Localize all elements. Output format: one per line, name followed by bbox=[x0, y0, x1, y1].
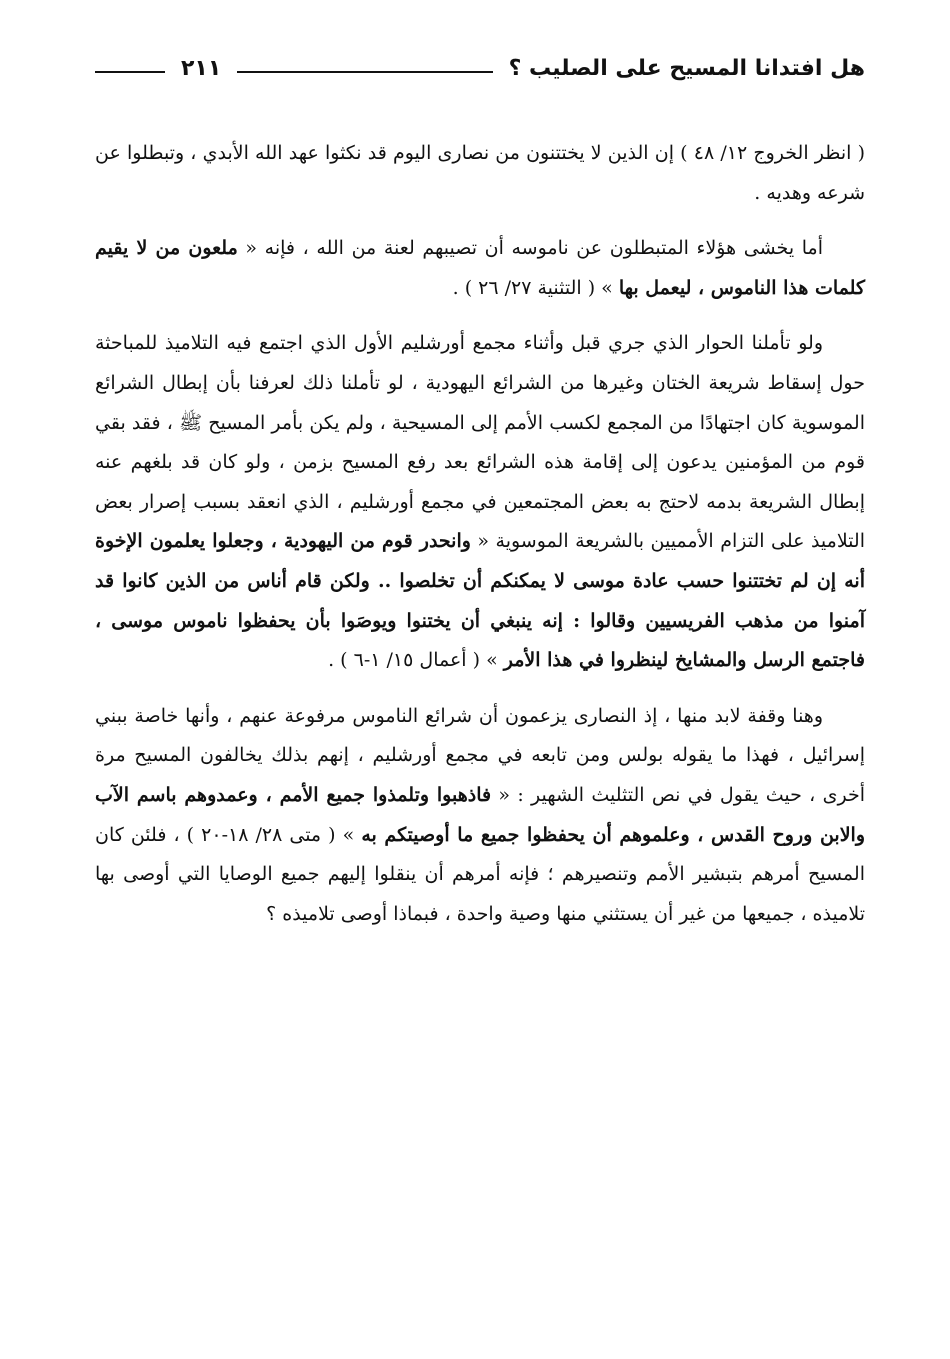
text-run: » ( متى ٢٨/ ١٨-٢٠ ) ، فلئن كان المسيح أمرهم بتبشير الأمم وتنصيرهم ؛ فإنه أمرهم أن ينقلوا إليهم جميع الوصايا التي أوصى بها تلاميذه ، جميعها من غير أن يستثني منها وصية واحدة ، فبماذا أوصى تلاميذه ؟ bbox=[95, 823, 865, 925]
text-run: » ( التثنية ٢٧/ ٢٦ ) . bbox=[452, 276, 619, 299]
page-number-rule bbox=[95, 71, 165, 73]
text-run: ولو تأملنا الحوار الذي جري قبل وأثناء مجمع أورشليم الأول الذي اجتمع فيه التلاميذ للمباحثة حول إسقاط شريعة الختان وغيرها من الشرائع اليهودية ، لو تأملنا ذلك لعرفنا بأن إبطال الشرائع الموسوية كان اجتهادًا من المجمع لكسب الأمم إلى المسيحية ، ولم يكن بأمر المسيح ﷺ ، فقد بقي قوم من المؤمنين يدعون إلى إقامة هذه الشرائع بعد رفع المسيح بزمن ، ولو كان قد بلغهم عنه إبطال الشريعة بدمه لاحتج به بعض المجتمعين في مجمع أورشليم ، الذي انعقد بسبب إصرار بعض التلاميذ على التزام الأمميين بالشريعة الموسوية « bbox=[95, 332, 865, 553]
page-header bbox=[95, 50, 865, 86]
running-title: هل افتدانا المسيح على الصليب ؟ bbox=[508, 55, 865, 81]
body-text bbox=[95, 134, 865, 934]
text-run: » ( أعمال ١٥/ ١-٦ ) . bbox=[328, 649, 504, 672]
quoted-text: فاذهبوا وتلمذوا جميع الأمم ، وعمدوهم باسم الآب والابن وروح القدس ، وعلموهم أن يحفظوا جميع ما أوصيتكم به bbox=[95, 783, 865, 846]
paragraph-1 bbox=[95, 134, 865, 213]
quoted-text: وانحدر قوم من اليهودية ، وجعلوا يعلمون الإخوة أنه إن لم تختتنوا حسب عادة موسى لا يمكنكم أن تخلصوا .. ولكن قام أناس من الذين كانوا قد آمنوا من مذهب الفريسيين وقالوا : إنه ينبغي أن يختنوا ويوصَوا بأن يحفظوا ناموس موسى ، فاجتمع الرسل والمشايخ لينظروا في هذا الأمر bbox=[95, 530, 865, 672]
text-run: ( انظر الخروج ١٢/ ٤٨ ) إن الذين لا يختتنون من نصارى اليوم قد نكثوا عهد الله الأبدي ، وتبطلوا عن شرعه وهديه . bbox=[95, 142, 865, 204]
paragraph-3 bbox=[95, 324, 865, 680]
paragraph-4 bbox=[95, 697, 865, 935]
quoted-text: ملعون من لا يقيم كلمات هذا الناموس ، ليعمل بها bbox=[95, 237, 865, 299]
text-run: وهنا وقفة لابد منها ، إذ النصارى يزعمون أن شرائع الناموس مرفوعة عنهم ، وأنها خاصة ببني إسرائيل ، فهذا ما يقوله بولس ومن تابعه في مجمع أورشليم ، إنهم بذلك يخالفون المسيح مرة أخرى ، حيث يقول في نص التثليث الشهير : « bbox=[95, 704, 866, 806]
page-number: ٢١١ bbox=[181, 55, 222, 81]
paragraph-2 bbox=[95, 229, 865, 308]
header-rule bbox=[237, 71, 492, 73]
text-run: أما يخشى هؤلاء المتبطلون عن ناموسه أن تصيبهم لعنة من الله ، فإنه « bbox=[237, 237, 823, 260]
